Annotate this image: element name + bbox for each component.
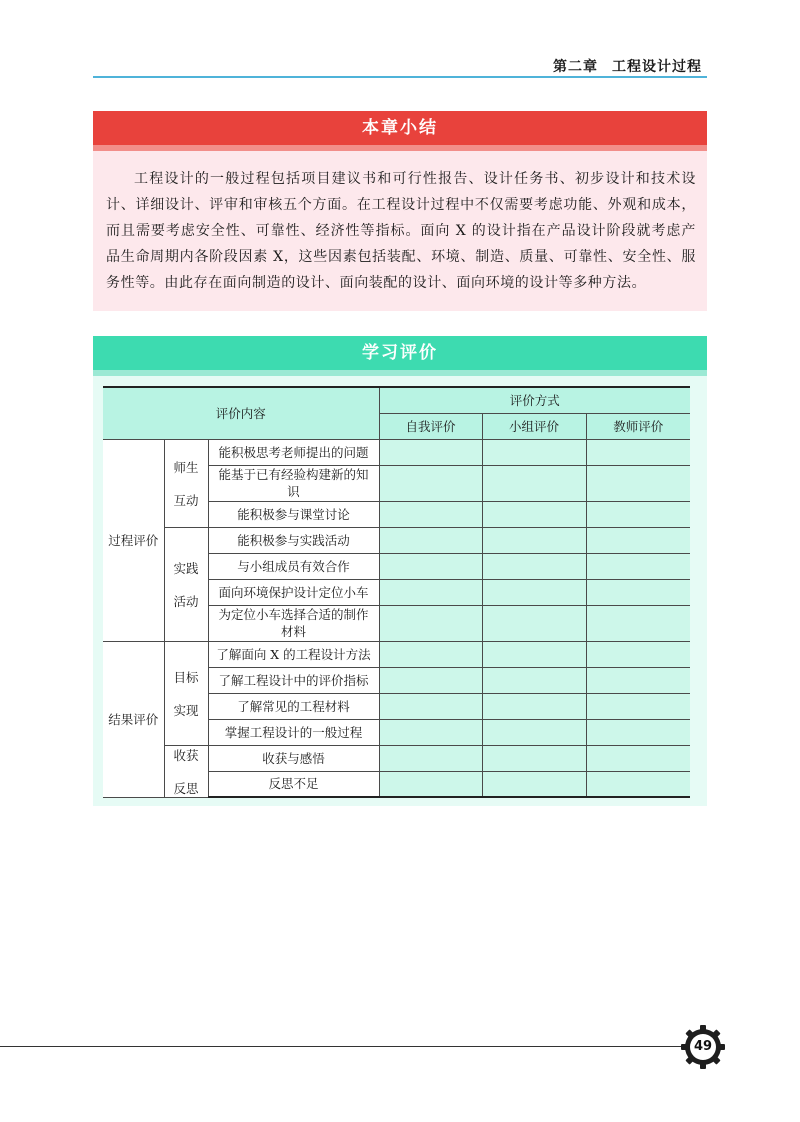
item-text: 反思不足 [208,771,379,797]
item-text: 掌握工程设计的一般过程 [208,719,379,745]
self-cell[interactable] [379,641,482,667]
self-cell[interactable] [379,579,482,605]
teacher-cell[interactable] [586,771,690,797]
group-cell[interactable] [482,719,586,745]
teacher-cell[interactable] [586,745,690,771]
summary-heading-band [93,111,707,145]
self-cell[interactable] [379,719,482,745]
item-text: 为定位小车选择合适的制作材料 [208,605,379,641]
group-cell[interactable] [482,693,586,719]
self-cell[interactable] [379,771,482,797]
teacher-cell[interactable] [586,719,690,745]
evaluation-heading-band [93,336,707,370]
chapter-title: 工程设计过程 [612,59,702,75]
summary-heading: 本章小结 [362,118,438,138]
group-cell[interactable] [482,605,586,641]
teacher-cell[interactable] [586,439,690,465]
group-process: 过程评价 [103,439,164,641]
item-text: 面向环境保护设计定位小车 [208,579,379,605]
item-text: 了解常见的工程材料 [208,693,379,719]
subgroup-goal: 目标 实现 [164,641,208,745]
teacher-cell[interactable] [586,501,690,527]
chapter-label: 第二章 [553,59,598,75]
group-cell[interactable] [482,745,586,771]
teacher-cell[interactable] [586,667,690,693]
item-text: 了解工程设计中的评价指标 [208,667,379,693]
self-cell[interactable] [379,465,482,501]
teacher-cell[interactable] [586,527,690,553]
item-text: 能基于已有经验构建新的知识 [208,465,379,501]
item-text: 了解面向 X 的工程设计方法 [208,641,379,667]
self-cell[interactable] [379,693,482,719]
subgroup-interaction: 师生 互动 [164,439,208,527]
teacher-cell[interactable] [586,605,690,641]
subgroup-practice: 实践 活动 [164,527,208,641]
header-method: 评价方式 [379,387,690,413]
self-cell[interactable] [379,553,482,579]
group-cell[interactable] [482,501,586,527]
summary-paragraph: 工程设计的一般过程包括项目建议书和可行性报告、设计任务书、初步设计和技术设计、详细设计、评审和审核五个方面。在工程设计过程中不仅需要考虑功能、外观和成本，而且需要考虑安全性、可靠性、经济性等指标。面向 X 的设计指在产品设计阶段就考虑产品生命周期内各阶段因素 X，这些因素包括装配、环境、制造、质量、可靠性、安全性、服务性等。由此存在面向制造的设计、面向装配的设计、面向环境的设计等多种方法。 [106,171,696,291]
self-cell[interactable] [379,745,482,771]
item-text: 能积极思考老师提出的问题 [208,439,379,465]
teacher-cell[interactable] [586,553,690,579]
self-cell[interactable] [379,527,482,553]
item-text: 能积极参与课堂讨论 [208,501,379,527]
running-header [539,56,702,76]
group-cell[interactable] [482,771,586,797]
header-teacher: 教师评价 [586,413,690,439]
self-cell[interactable] [379,501,482,527]
footer-rule [0,1046,690,1047]
group-cell[interactable] [482,641,586,667]
group-cell[interactable] [482,439,586,465]
group-cell[interactable] [482,667,586,693]
header-group: 小组评价 [482,413,586,439]
item-text: 与小组成员有效合作 [208,553,379,579]
evaluation-heading: 学习评价 [362,343,438,363]
item-text: 能积极参与实践活动 [208,527,379,553]
self-cell[interactable] [379,439,482,465]
item-text: 收获与感悟 [208,745,379,771]
group-cell[interactable] [482,553,586,579]
header-self: 自我评价 [379,413,482,439]
header-content: 评价内容 [103,387,379,439]
teacher-cell[interactable] [586,465,690,501]
teacher-cell[interactable] [586,641,690,667]
subgroup-reflection: 收获 反思 [164,745,208,797]
header-rule [93,76,707,78]
self-cell[interactable] [379,605,482,641]
group-cell[interactable] [482,527,586,553]
page-number: 49 [693,1039,713,1054]
self-cell[interactable] [379,667,482,693]
group-cell[interactable] [482,465,586,501]
teacher-cell[interactable] [586,579,690,605]
group-result: 结果评价 [103,641,164,797]
teacher-cell[interactable] [586,693,690,719]
group-cell[interactable] [482,579,586,605]
evaluation-table [103,386,690,798]
